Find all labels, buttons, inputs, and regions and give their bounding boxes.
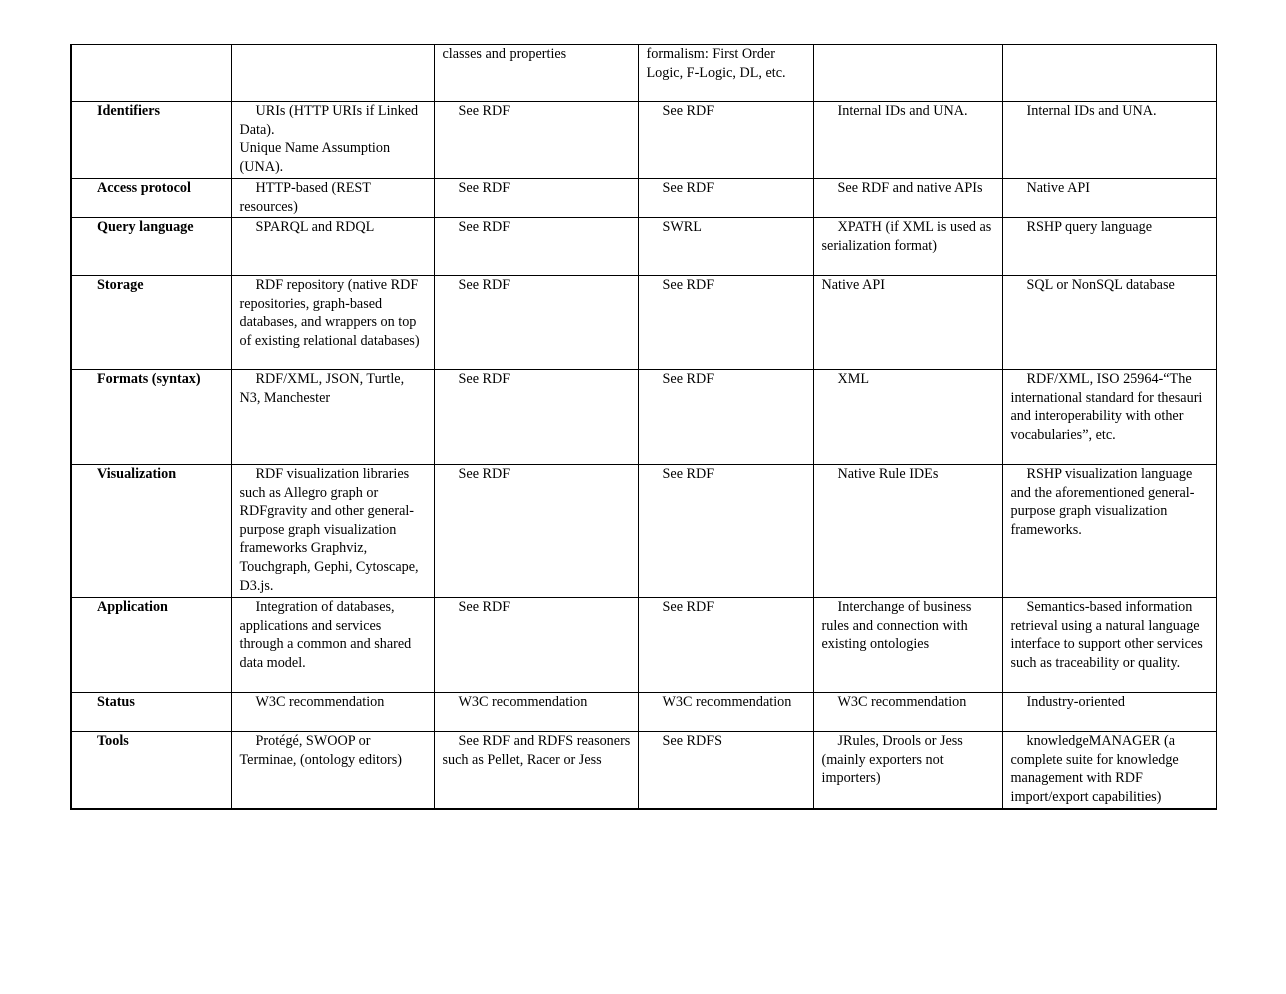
rshp-cell-text: RDF/XML, ISO 25964-“The international standard for thesauri and interoperability with other vocabularies”, etc.	[1010, 371, 1203, 443]
rif-cell	[813, 732, 1002, 809]
rshp-cell	[1002, 465, 1216, 598]
rdfs-cell: See RDF	[434, 218, 638, 276]
rdf-cell	[231, 465, 434, 598]
owl-cell: formalism: First Order Logic, F-Logic, DL, etc.	[638, 45, 813, 102]
rdfs-cell: See RDF	[434, 598, 638, 693]
rshp-cell-text: RSHP visualization language and the aforementioned general-purpose graph visualization frameworks.	[1010, 466, 1195, 538]
row-label: Status	[71, 693, 231, 732]
rif-cell-text: JRules, Drools or Jess (mainly exporters not importers)	[821, 733, 963, 787]
row-label: Query language	[71, 218, 231, 276]
rif-cell-text: Interchange of business rules and connection with existing ontologies	[821, 599, 972, 653]
rdf-cell-text: RDF visualization libraries such as Allegro graph or RDFgravity and other general-purpose graph visualization frameworks Graphviz, Touchgraph, Gephi, Cytoscape, D3.js.	[239, 466, 419, 594]
rif-cell	[813, 218, 1002, 276]
owl-cell: See RDFS	[638, 732, 813, 809]
rif-cell-text: See RDF and native APIs	[837, 180, 983, 196]
rdfs-cell	[434, 732, 638, 809]
rdfs-cell-text: See RDF and RDFS reasoners such as Pellet, Racer or Jess	[442, 733, 631, 768]
rshp-cell	[1002, 732, 1216, 809]
row-label: Storage	[71, 276, 231, 370]
table-row	[71, 465, 1216, 598]
rdf-cell	[231, 598, 434, 693]
rdf-cell-text: URIs (HTTP URIs if Linked Data). Unique Name Assumption (UNA).	[239, 103, 419, 175]
rif-cell: Internal IDs and UNA.	[813, 102, 1002, 179]
rdf-cell	[231, 370, 434, 465]
owl-cell: See RDF	[638, 276, 813, 370]
rshp-cell: Native API	[1002, 179, 1216, 218]
rif-cell: Native API	[813, 276, 1002, 370]
table-row	[71, 598, 1216, 693]
rdfs-cell: See RDF	[434, 276, 638, 370]
row-label: Formats (syntax)	[71, 370, 231, 465]
rif-cell	[813, 45, 1002, 102]
table-row	[71, 179, 1216, 218]
table-row	[71, 732, 1216, 809]
document-page	[70, 44, 1217, 810]
rdf-cell: W3C recommendation	[231, 693, 434, 732]
owl-cell: See RDF	[638, 598, 813, 693]
rdfs-cell: See RDF	[434, 465, 638, 598]
owl-cell: SWRL	[638, 218, 813, 276]
table-row	[71, 45, 1216, 102]
comparison-table	[70, 44, 1217, 810]
rshp-cell	[1002, 370, 1216, 465]
rshp-cell: RSHP query language	[1002, 218, 1216, 276]
rdf-cell	[231, 276, 434, 370]
owl-cell: See RDF	[638, 179, 813, 218]
rshp-cell	[1002, 45, 1216, 102]
table-row	[71, 693, 1216, 732]
owl-cell: See RDF	[638, 102, 813, 179]
rshp-cell: Internal IDs and UNA.	[1002, 102, 1216, 179]
row-label: Access protocol	[71, 179, 231, 218]
rif-cell: W3C recommendation	[813, 693, 1002, 732]
rdf-cell: SPARQL and RDQL	[231, 218, 434, 276]
rshp-cell-text: knowledgeMANAGER (a complete suite for knowledge management with RDF import/export capabilities)	[1010, 733, 1179, 805]
rdf-cell-text: Integration of databases, applications and services through a common and shared data model.	[239, 599, 412, 671]
rdf-cell-text: Protégé, SWOOP or Terminae, (ontology editors)	[239, 733, 403, 768]
table-row	[71, 276, 1216, 370]
rdfs-cell: W3C recommendation	[434, 693, 638, 732]
rdfs-cell: classes and properties	[434, 45, 638, 102]
rif-cell: Native Rule IDEs	[813, 465, 1002, 598]
rshp-cell-text: Semantics-based information retrieval using a natural language interface to support other services such as traceability or quality.	[1010, 599, 1203, 671]
row-label: Application	[71, 598, 231, 693]
rdf-cell-text: RDF repository (native RDF repositories, graph-based databases, and wrappers on top of existing relational databases)	[239, 277, 420, 349]
rif-cell	[813, 598, 1002, 693]
rshp-cell: Industry-oriented	[1002, 693, 1216, 732]
rdf-cell-text: RDF/XML, JSON, Turtle, N3, Manchester	[239, 371, 405, 406]
rdf-cell	[231, 179, 434, 218]
rdf-cell	[231, 45, 434, 102]
rdfs-cell: See RDF	[434, 179, 638, 218]
rdfs-cell: See RDF	[434, 102, 638, 179]
row-label	[71, 45, 231, 102]
rif-cell	[813, 179, 1002, 218]
rdfs-cell: See RDF	[434, 370, 638, 465]
owl-cell	[638, 693, 813, 732]
rshp-cell: SQL or NonSQL database	[1002, 276, 1216, 370]
row-label: Tools	[71, 732, 231, 809]
owl-cell-text: W3C recommendation	[662, 694, 792, 710]
table-row	[71, 370, 1216, 465]
owl-cell: See RDF	[638, 465, 813, 598]
row-label: Visualization	[71, 465, 231, 598]
rshp-cell	[1002, 598, 1216, 693]
rif-cell: XML	[813, 370, 1002, 465]
rdf-cell-text: HTTP-based (REST resources)	[239, 180, 371, 215]
rdf-cell	[231, 102, 434, 179]
row-label: Identifiers	[71, 102, 231, 179]
table-row	[71, 102, 1216, 179]
owl-cell: See RDF	[638, 370, 813, 465]
table-row	[71, 218, 1216, 276]
rif-cell-text: XPATH (if XML is used as serialization format)	[821, 219, 992, 254]
rdf-cell	[231, 732, 434, 809]
